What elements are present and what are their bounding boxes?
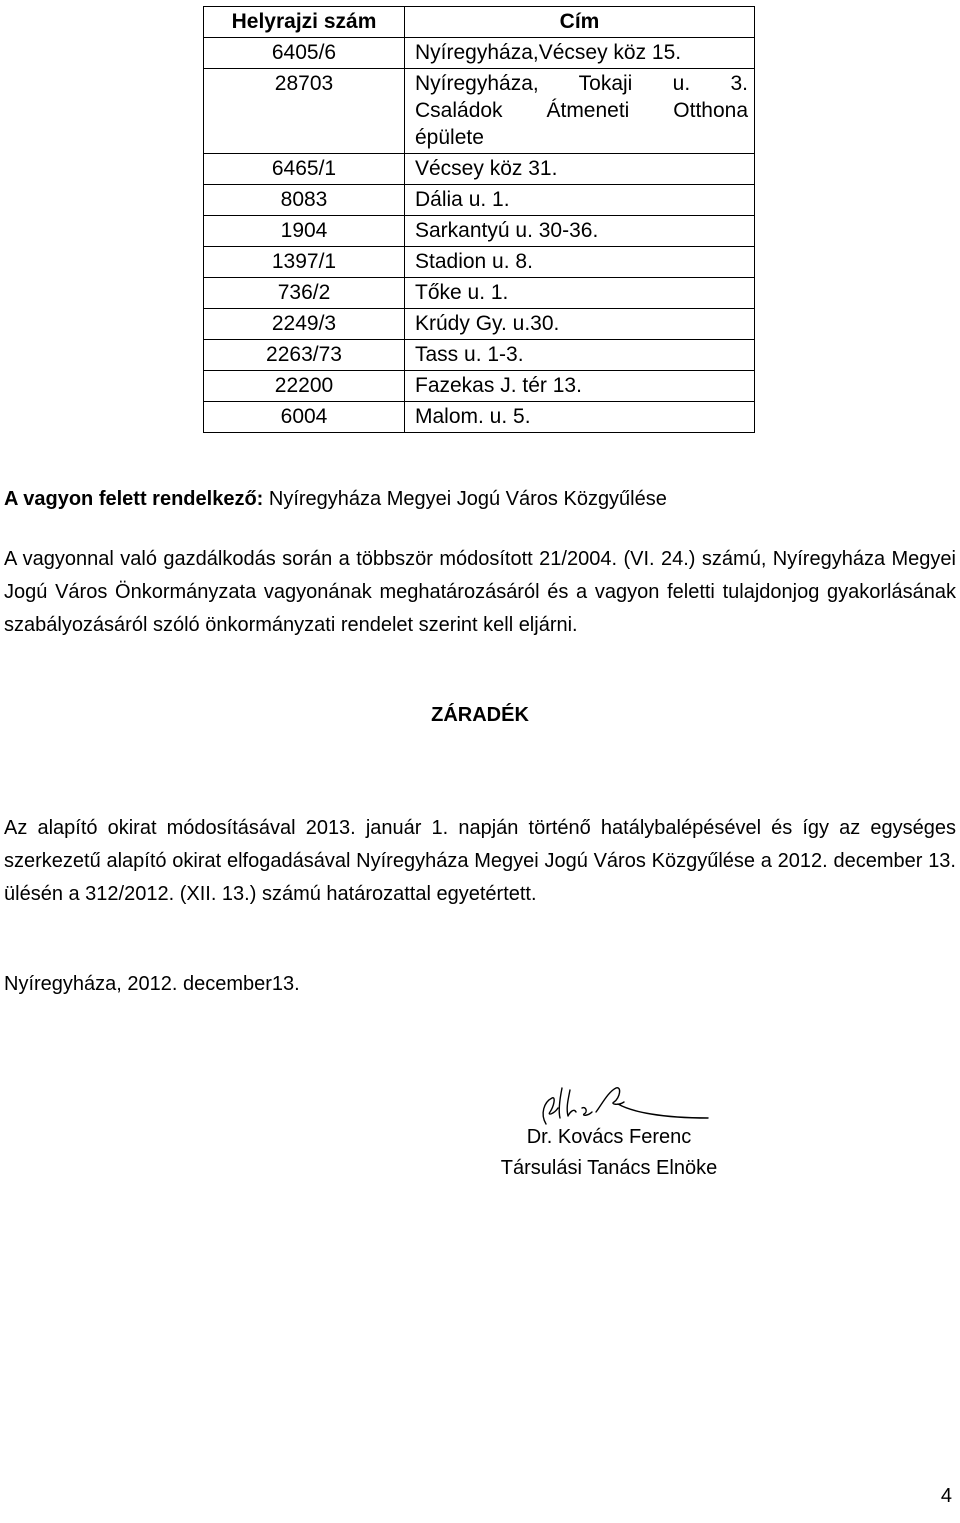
table-row <box>204 216 755 247</box>
handwritten-signature <box>532 1068 712 1128</box>
cell-cim <box>405 69 755 154</box>
cell-hrsz: 1904 <box>204 216 405 247</box>
signatory-title: Társulási Tanács Elnöke <box>500 1157 718 1179</box>
table-row <box>204 38 755 69</box>
cell-cim-line: Nyíregyháza, Tokaji u. 3. <box>415 72 748 95</box>
cell-cim: Krúdy Gy. u.30. <box>405 309 755 340</box>
cell-cim: Nyíregyháza,Vécsey köz 15. <box>405 38 755 69</box>
property-table <box>203 6 755 433</box>
table-row <box>204 340 755 371</box>
table-row <box>204 69 755 154</box>
cell-cim: Tass u. 1-3. <box>405 340 755 371</box>
header-cim: Cím <box>405 7 755 38</box>
table-row <box>204 154 755 185</box>
cell-cim: Fazekas J. tér 13. <box>405 371 755 402</box>
header-hrsz: Helyrajzi szám <box>204 7 405 38</box>
cell-hrsz: 22200 <box>204 371 405 402</box>
table-row <box>204 247 755 278</box>
table-header-row <box>204 7 755 38</box>
signatory-name: Dr. Kovács Ferenc <box>526 1126 692 1148</box>
cell-hrsz: 6405/6 <box>204 38 405 69</box>
cell-cim: Sarkantyú u. 30-36. <box>405 216 755 247</box>
cell-cim: Dália u. 1. <box>405 185 755 216</box>
cell-hrsz: 2249/3 <box>204 309 405 340</box>
cell-cim: Stadion u. 8. <box>405 247 755 278</box>
table-row <box>204 185 755 216</box>
cell-cim: Vécsey köz 31. <box>405 154 755 185</box>
cell-hrsz: 8083 <box>204 185 405 216</box>
owner-label: A vagyon felett rendelkező: <box>4 488 264 510</box>
page-number: 4 <box>940 1485 952 1507</box>
cell-hrsz: 6004 <box>204 402 405 433</box>
place-date: Nyíregyháza, 2012. december13. <box>4 973 300 995</box>
zaradek-paragraph: Az alapító okirat módosításával 2013. január 1. napján történő hatálybalépésével és így az egységes szerkezetű alapító okirat elfogadásával Nyíregyháza Megyei Jogú Város Közgyűlése a 2012. december 13. ülésén a 312/2012. (XII. 13.) számú határozattal egyetértett. <box>4 817 956 905</box>
table-row <box>204 309 755 340</box>
owner-value: Nyíregyháza Megyei Jogú Város Közgyűlése <box>263 488 667 510</box>
cell-hrsz: 1397/1 <box>204 247 405 278</box>
zaradek-heading: ZÁRADÉK <box>431 704 529 726</box>
cell-hrsz: 2263/73 <box>204 340 405 371</box>
table-row <box>204 371 755 402</box>
cell-cim-line: épülete <box>415 126 484 149</box>
cell-hrsz: 736/2 <box>204 278 405 309</box>
cell-cim: Malom. u. 5. <box>405 402 755 433</box>
table-row <box>204 402 755 433</box>
body-paragraph: A vagyonnal való gazdálkodás során a többször módosított 21/2004. (VI. 24.) számú, Nyíregyháza Megyei Jogú Város Önkormányzata vagyonának meghatározásáról és a vagyon feletti tulajdonjog gyakorlásának szabályozásáról szóló önkormányzati rendelet szerint kell eljárni. <box>4 548 956 636</box>
table-row <box>204 278 755 309</box>
cell-hrsz: 6465/1 <box>204 154 405 185</box>
cell-hrsz: 28703 <box>204 69 405 154</box>
cell-cim-line: Családok Átmeneti Otthona <box>415 99 748 122</box>
cell-cim: Tőke u. 1. <box>405 278 755 309</box>
owner-line <box>4 483 956 516</box>
